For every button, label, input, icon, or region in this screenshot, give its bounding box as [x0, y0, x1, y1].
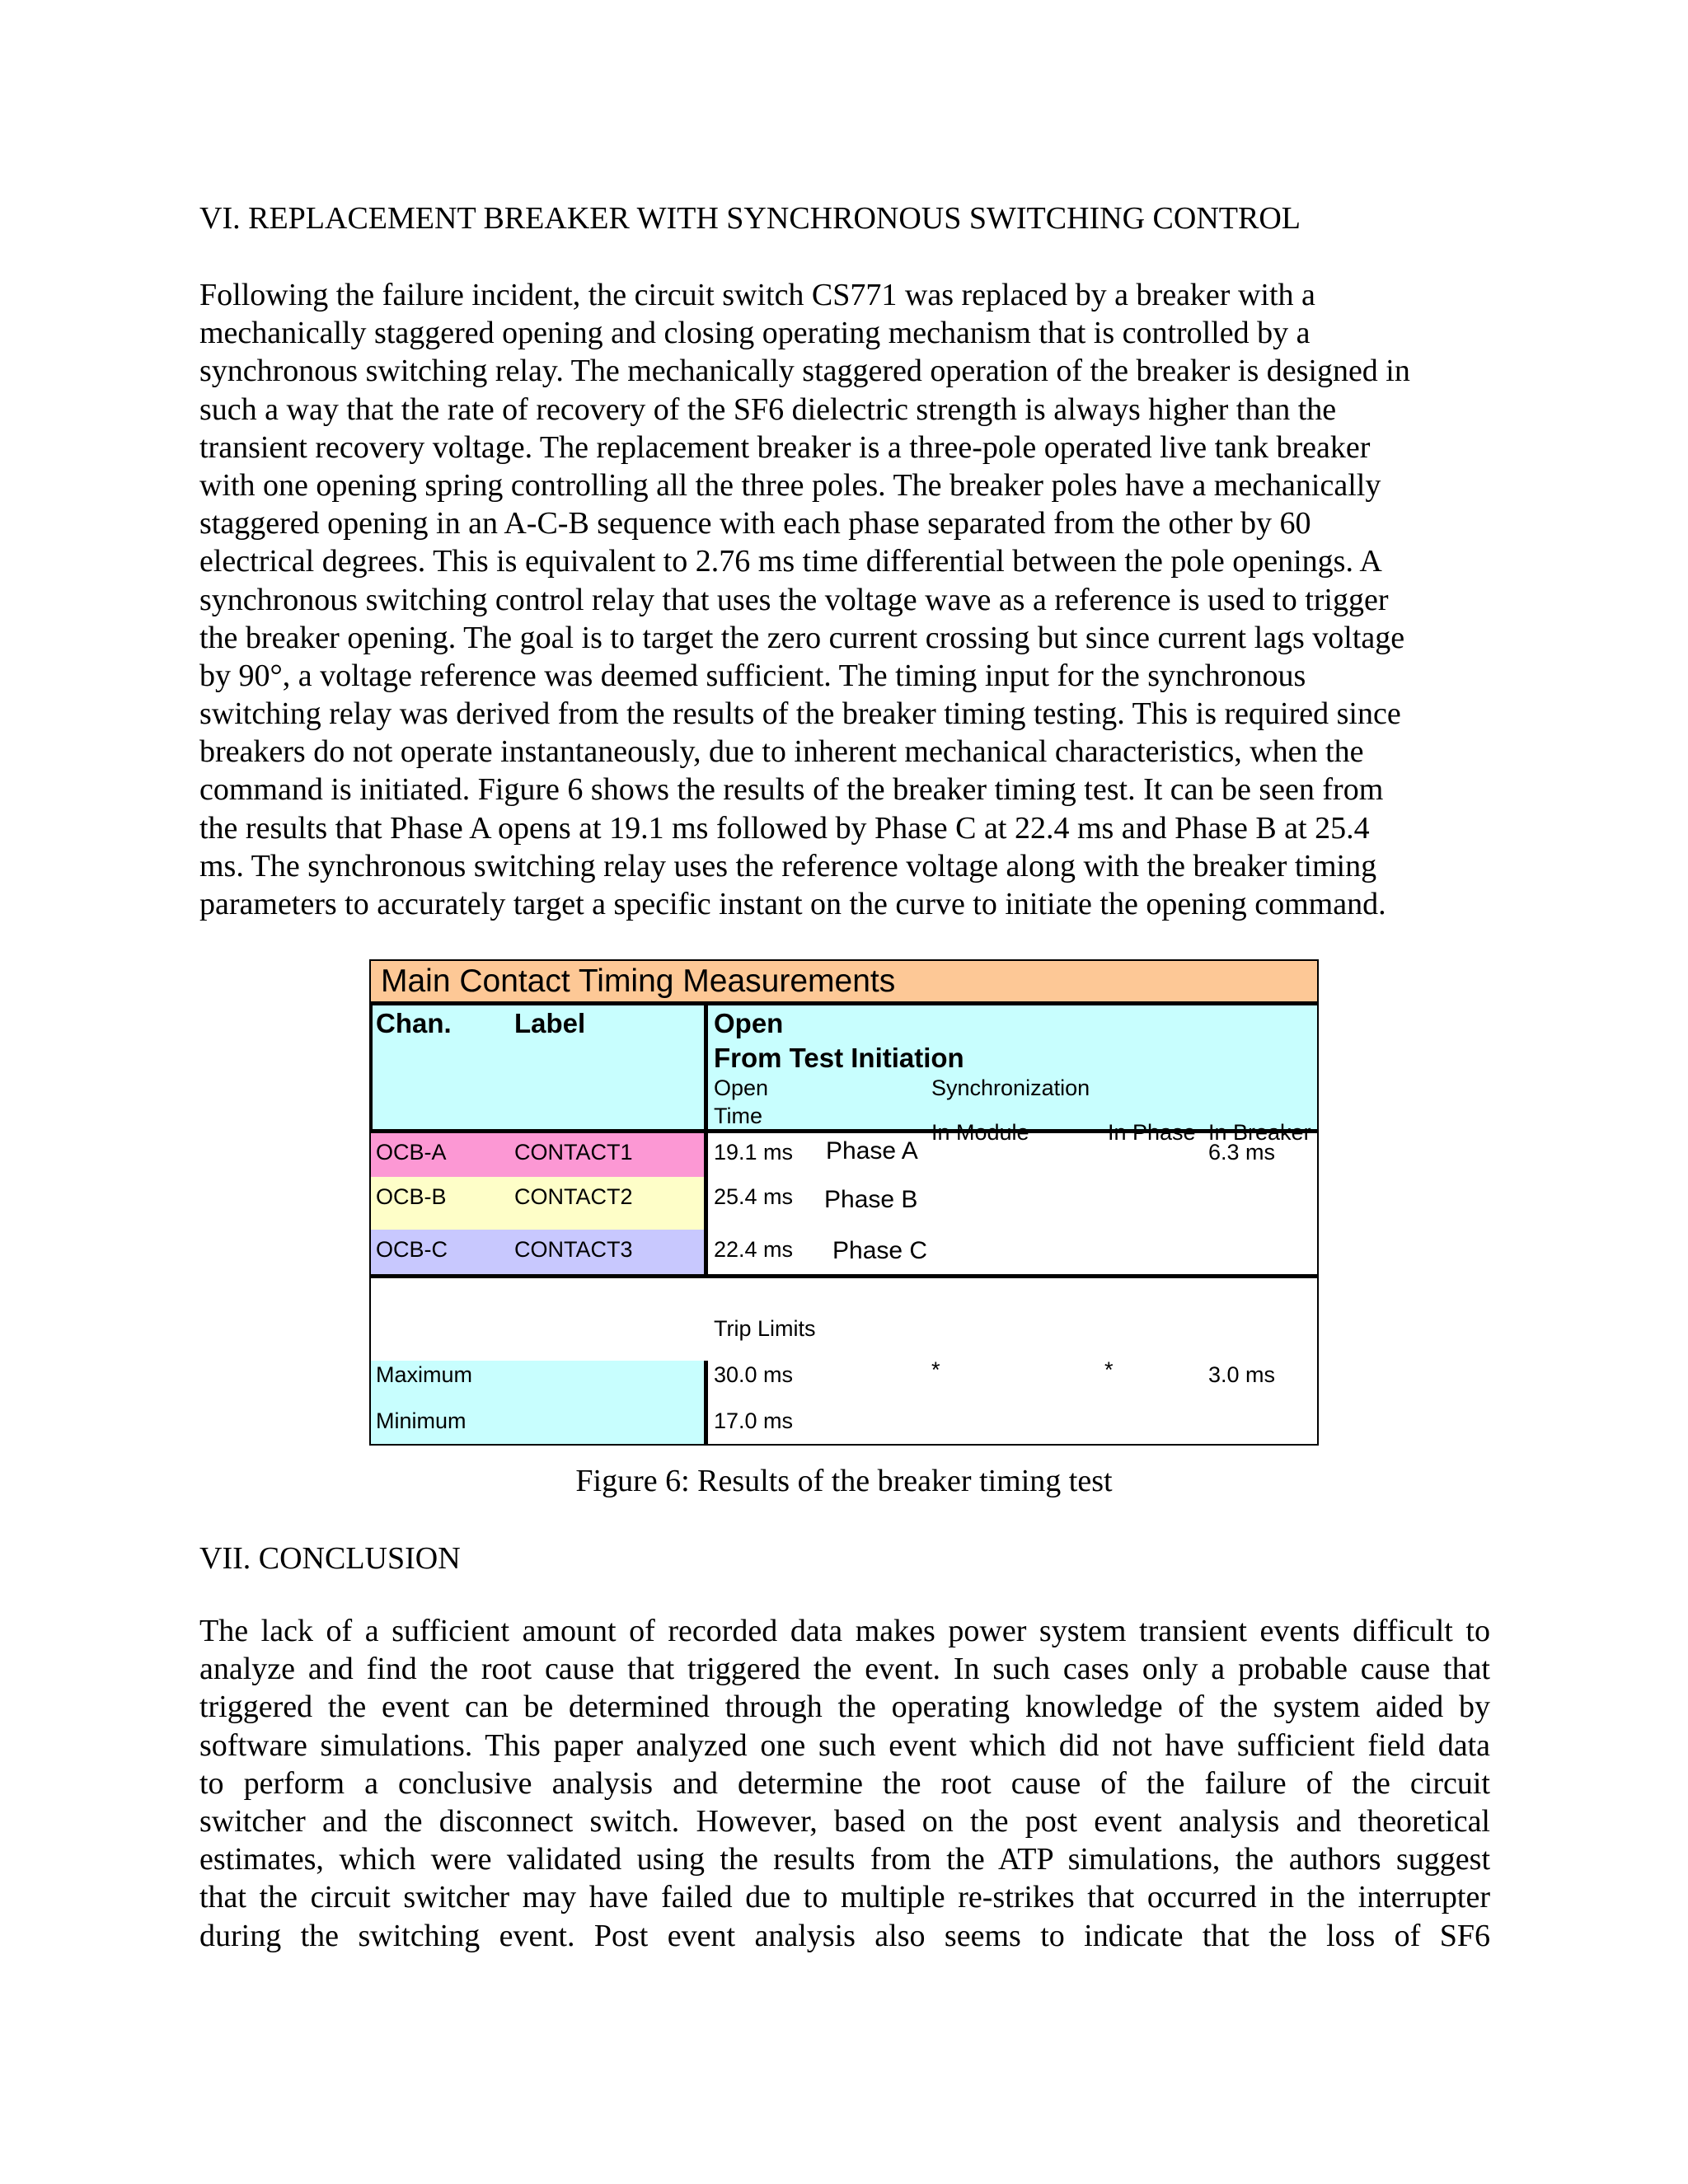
paragraph-line: estimates, which were validated using the results from the ATP simulations, the authors suggest [199, 1842, 1490, 1877]
limit-in-breaker: 3.0 ms [1208, 1362, 1276, 1387]
header-from-test-initiation: From Test Initiation [714, 1043, 964, 1073]
paragraph-line: synchronous switching relay. The mechanically staggered operation of the breaker is designed in [199, 354, 1410, 389]
figure-caption: Figure 6: Results of the breaker timing test [575, 1464, 1113, 1498]
paragraph-line: during the switching event. Post event analysis also seems to indicate that the loss of SF6 [199, 1918, 1490, 1953]
paragraph-line: analyze and find the root cause that triggered the event. In such cases only a probable cause that [199, 1652, 1490, 1687]
timing-measurements-table [369, 959, 1319, 1446]
paragraph-line: command is initiated. Figure 6 shows the results of the breaker timing test. It can be seen from [199, 772, 1384, 808]
row-label: CONTACT1 [514, 1140, 633, 1165]
paragraph-line: breakers do not operate instantaneously, due to inherent mechanical characteristics, when the [199, 734, 1364, 770]
table-title-bar [371, 961, 1317, 1005]
limit-in-phase: * [1104, 1357, 1114, 1382]
header-open: Open [714, 1008, 784, 1038]
paragraph-line: synchronous switching control relay that uses the voltage wave as a reference is used to trigger [199, 582, 1389, 617]
row-chan: OCB-C [376, 1237, 448, 1262]
column-divider-lower [704, 1361, 708, 1444]
row-phase: Phase B [824, 1186, 918, 1213]
left-edge-line [371, 1005, 373, 1132]
paragraph-line: Following the failure incident, the circuit switch CS771 was replaced by a breaker with a [199, 278, 1315, 312]
row-chan: OCB-A [376, 1140, 447, 1165]
limit-in-module: * [931, 1357, 940, 1382]
paragraph-line: such a way that the rate of recovery of the SF6 dielectric strength is always higher than the [199, 391, 1337, 427]
row-in-breaker: 6.3 ms [1208, 1140, 1276, 1165]
row-label: CONTACT2 [514, 1184, 633, 1209]
paragraph-line: to perform a conclusive analysis and determine the root cause of the failure of the circuit [199, 1765, 1490, 1801]
row-phase: Phase C [832, 1237, 928, 1264]
paragraph-line: transient recovery voltage. The replacement breaker is a three-pole operated live tank breaker [199, 429, 1371, 465]
section-vii-paragraph [199, 1612, 1490, 1955]
paragraph-line: that the circuit switcher may have failed due to multiple re-strikes that occurred in the interrupter [199, 1880, 1490, 1915]
limit-name: Maximum [376, 1362, 473, 1387]
row-phase: Phase A [826, 1137, 918, 1165]
limit-open-time: 30.0 ms [714, 1362, 794, 1387]
paragraph-line: parameters to accurately target a specific instant on the curve to initiate the opening command. [199, 887, 1386, 921]
limit-open-time: 17.0 ms [714, 1408, 794, 1433]
limit-name: Minimum [376, 1408, 467, 1433]
header-chan: Chan. [376, 1008, 452, 1038]
paragraph-line: electrical degrees. This is equivalent to 2.76 ms time differential between the pole openings. A [199, 544, 1382, 579]
paragraph-line: by 90°, a voltage reference was deemed sufficient. The timing input for the synchronous [199, 658, 1306, 693]
paragraph-line: the results that Phase A opens at 19.1 ms followed by Phase C at 22.4 ms and Phase B at 25.4 [199, 810, 1370, 846]
header-synchronization: Synchronization [931, 1076, 1090, 1100]
paragraph-line: triggered the event can be determined through the operating knowledge of the system aided by [199, 1690, 1490, 1725]
paragraph-line: switching relay was derived from the results of the breaker timing testing. This is required since [199, 696, 1401, 732]
section-heading-vi: VI. REPLACEMENT BREAKER WITH SYNCHRONOUS SWITCHING CONTROL [199, 201, 1301, 236]
row-label: CONTACT3 [514, 1237, 633, 1262]
row-open-time: 22.4 ms [714, 1237, 794, 1262]
paragraph-line: The lack of a sufficient amount of recorded data makes power system transient events difficult to [199, 1614, 1490, 1648]
paragraph-line: switcher and the disconnect switch. However, based on the post event analysis and theoretical [199, 1803, 1490, 1839]
trip-limits-label: Trip Limits [714, 1316, 816, 1341]
body-divider [371, 1274, 1317, 1278]
paragraph-line: staggered opening in an A-C-B sequence with each phase separated from the other by 60 [199, 506, 1311, 541]
header-open-time-line1: Open [714, 1076, 769, 1100]
header-open-time-line2: Time [714, 1104, 762, 1128]
header-divider [371, 1129, 1317, 1133]
row-chan: OCB-B [376, 1184, 447, 1209]
paragraph-line: ms. The synchronous switching relay uses the reference voltage along with the breaker timing [199, 848, 1377, 883]
paragraph-line: with one opening spring controlling all the three poles. The breaker poles have a mechanically [199, 467, 1381, 503]
row-open-time: 19.1 ms [714, 1140, 794, 1165]
paragraph-line: software simulations. This paper analyzed one such event which did not have sufficient field data [199, 1727, 1490, 1763]
section-vi-paragraph [199, 276, 1493, 923]
section-heading-vii: VII. CONCLUSION [199, 1541, 461, 1576]
table-title: Main Contact Timing Measurements [381, 963, 896, 999]
column-divider-upper [704, 1005, 708, 1274]
paragraph-line: the breaker opening. The goal is to target the zero current crossing but since current lags voltage [199, 620, 1405, 655]
row-open-time: 25.4 ms [714, 1184, 794, 1209]
paragraph-line: mechanically staggered opening and closing operating mechanism that is controlled by a [199, 316, 1311, 351]
header-label: Label [514, 1008, 586, 1038]
